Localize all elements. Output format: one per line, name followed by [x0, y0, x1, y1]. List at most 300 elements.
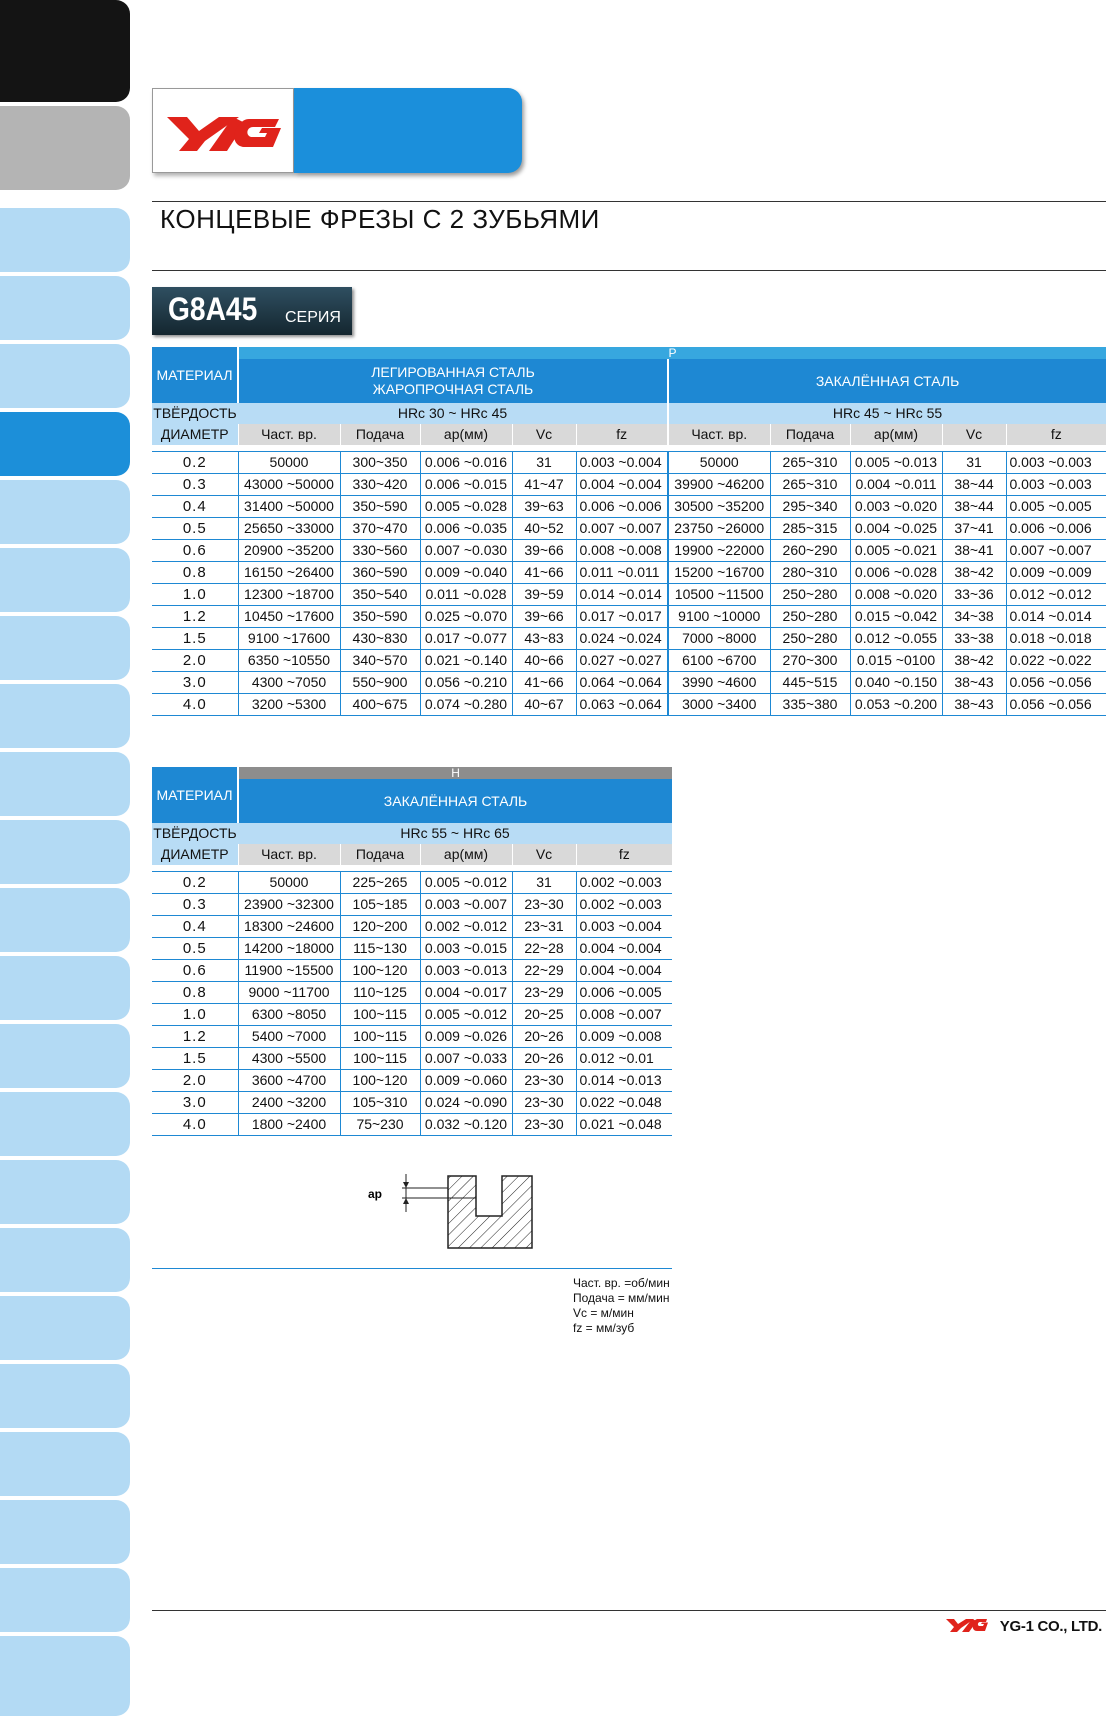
diameter-cell: 0.4 [152, 916, 238, 938]
series-code: G8A45 [168, 291, 258, 327]
diameter-cell: 1.0 [152, 1004, 238, 1026]
value-cell: 9000 ~11700 [238, 982, 340, 1004]
value-cell: 300~350 [340, 452, 420, 474]
value-cell: 31400 ~50000 [238, 496, 340, 518]
diameter-cell: 1.5 [152, 1048, 238, 1070]
diameter-cell: 0.3 [152, 894, 238, 916]
value-cell: 335~380 [770, 694, 850, 716]
table-row [152, 982, 672, 1004]
hardness-range-2: HRc 45 ~ HRc 55 [668, 403, 1106, 424]
col-header: Част. вр. [668, 424, 770, 445]
value-cell: 41~66 [512, 562, 576, 584]
value-cell: 10450 ~17600 [238, 606, 340, 628]
hardness-label: ТВЁРДОСТЬ [152, 823, 238, 844]
value-cell: 33~36 [942, 584, 1006, 606]
value-cell: 23~31 [512, 916, 576, 938]
value-cell: 37~41 [942, 518, 1006, 540]
title-rule-top [152, 201, 1106, 202]
value-cell: 0.006 ~0.016 [420, 452, 512, 474]
col-header: Vc [512, 424, 576, 445]
value-cell: 350~590 [340, 606, 420, 628]
value-cell: 19900 ~22000 [668, 540, 770, 562]
col-header: Vc [512, 844, 576, 865]
material-alloy-steel [238, 359, 668, 403]
value-cell: 0.003 ~0.007 [420, 894, 512, 916]
diameter-cell: 0.3 [152, 474, 238, 496]
value-cell: 330~560 [340, 540, 420, 562]
material-alloy-line2: ЖАРОПРОЧНАЯ СТАЛЬ [372, 381, 534, 397]
diameter-cell: 1.5 [152, 628, 238, 650]
value-cell: 1800 ~2400 [238, 1114, 340, 1136]
value-cell: 16150 ~26400 [238, 562, 340, 584]
value-cell: 370~470 [340, 518, 420, 540]
col-header: ap(мм) [850, 424, 942, 445]
value-cell: 2400 ~3200 [238, 1092, 340, 1114]
value-cell: 23900 ~32300 [238, 894, 340, 916]
value-cell: 15200 ~16700 [668, 562, 770, 584]
value-cell: 3990 ~4600 [668, 672, 770, 694]
table-row [152, 452, 1106, 474]
value-cell: 0.007 ~0.030 [420, 540, 512, 562]
value-cell: 0.009 ~0.008 [576, 1026, 672, 1048]
value-cell: 0.008 ~0.008 [576, 540, 668, 562]
value-cell: 265~310 [770, 474, 850, 496]
value-cell: 4300 ~5500 [238, 1048, 340, 1070]
diameter-label: ДИАМЕТР [152, 424, 238, 445]
side-tab-23[interactable] [0, 1568, 130, 1632]
material-group: P [238, 347, 1106, 359]
value-cell: 0.011 ~0.028 [420, 584, 512, 606]
value-cell: 340~570 [340, 650, 420, 672]
hardness-label: ТВЁРДОСТЬ [152, 403, 238, 424]
value-cell: 105~310 [340, 1092, 420, 1114]
value-cell: 0.002 ~0.003 [576, 894, 672, 916]
legend-item: Подача = мм/мин [573, 1291, 670, 1305]
value-cell: 38~42 [942, 562, 1006, 584]
value-cell: 270~300 [770, 650, 850, 672]
col-header: fz [576, 424, 668, 445]
value-cell: 445~515 [770, 672, 850, 694]
value-cell: 0.004 ~0.017 [420, 982, 512, 1004]
side-tab-2[interactable] [0, 106, 130, 190]
side-tab-14[interactable] [0, 956, 130, 1020]
table-row [152, 540, 1106, 562]
value-cell: 0.025 ~0.070 [420, 606, 512, 628]
side-tab-4[interactable] [0, 276, 130, 340]
value-cell: 0.063 ~0.064 [576, 694, 668, 716]
value-cell: 40~52 [512, 518, 576, 540]
value-cell: 20~26 [512, 1026, 576, 1048]
value-cell: 0.015 ~0100 [850, 650, 942, 672]
value-cell: 0.002 ~0.003 [576, 872, 672, 894]
table-row [152, 894, 672, 916]
side-tab-9[interactable] [0, 616, 130, 680]
value-cell: 0.022 ~0.022 [1006, 650, 1106, 672]
table-row [152, 1070, 672, 1092]
side-tab-17[interactable] [0, 1160, 130, 1224]
material-alloy-line1: ЛЕГИРОВАННАЯ СТАЛЬ [371, 364, 535, 380]
side-tab-1[interactable] [0, 0, 130, 102]
page-title: КОНЦЕВЫЕ ФРЕЗЫ С 2 ЗУБЬЯМИ [160, 204, 600, 234]
diameter-cell: 0.6 [152, 960, 238, 982]
value-cell: 0.004 ~0.004 [576, 474, 668, 496]
table-row [152, 1092, 672, 1114]
footer-rule [152, 1610, 1106, 1611]
value-cell: 0.004 ~0.004 [576, 960, 672, 982]
table-row [152, 562, 1106, 584]
value-cell: 250~280 [770, 628, 850, 650]
value-cell: 39~66 [512, 540, 576, 562]
value-cell: 0.006 ~0.035 [420, 518, 512, 540]
value-cell: 22~28 [512, 938, 576, 960]
value-cell: 11900 ~15500 [238, 960, 340, 982]
diameter-cell: 1.0 [152, 584, 238, 606]
table-row [152, 872, 672, 894]
value-cell: 295~340 [770, 496, 850, 518]
value-cell: 5400 ~7000 [238, 1026, 340, 1048]
table-row [152, 1114, 672, 1136]
value-cell: 0.006 ~0.015 [420, 474, 512, 496]
value-cell: 6350 ~10550 [238, 650, 340, 672]
value-cell: 250~280 [770, 606, 850, 628]
value-cell: 0.006 ~0.006 [1006, 518, 1106, 540]
value-cell: 9100 ~10000 [668, 606, 770, 628]
value-cell: 0.015 ~0.042 [850, 606, 942, 628]
brand-logo [152, 88, 294, 173]
cutting-data-table-p [152, 347, 1106, 716]
table-row [152, 672, 1106, 694]
value-cell: 250~280 [770, 584, 850, 606]
value-cell: 39~66 [512, 606, 576, 628]
value-cell: 0.014 ~0.014 [576, 584, 668, 606]
value-cell: 39900 ~46200 [668, 474, 770, 496]
value-cell: 0.004 ~0.025 [850, 518, 942, 540]
table-row [152, 1004, 672, 1026]
yg-logo-icon [153, 89, 293, 172]
value-cell: 23~30 [512, 1092, 576, 1114]
side-tab-12[interactable] [0, 820, 130, 884]
value-cell: 41~47 [512, 474, 576, 496]
value-cell: 23750 ~26000 [668, 518, 770, 540]
side-tab-22[interactable] [0, 1500, 130, 1564]
ap-label: ap [368, 1187, 383, 1201]
value-cell: 20~25 [512, 1004, 576, 1026]
value-cell: 23~30 [512, 1114, 576, 1136]
side-tab-5[interactable] [0, 344, 130, 408]
value-cell: 100~115 [340, 1048, 420, 1070]
cutting-data-table-h [152, 767, 672, 1136]
value-cell: 0.040 ~0.150 [850, 672, 942, 694]
value-cell: 18300 ~24600 [238, 916, 340, 938]
value-cell: 0.027 ~0.027 [576, 650, 668, 672]
value-cell: 39~63 [512, 496, 576, 518]
diameter-cell: 3.0 [152, 1092, 238, 1114]
value-cell: 0.012 ~0.01 [576, 1048, 672, 1070]
col-header: ap(мм) [420, 844, 512, 865]
value-cell: 0.003 ~0.013 [420, 960, 512, 982]
table-row [152, 496, 1106, 518]
table-row [152, 916, 672, 938]
value-cell: 0.021 ~0.048 [576, 1114, 672, 1136]
value-cell: 20~26 [512, 1048, 576, 1070]
units-legend [573, 1276, 670, 1336]
value-cell: 0.003 ~0.004 [576, 916, 672, 938]
value-cell: 25650 ~33000 [238, 518, 340, 540]
value-cell: 6300 ~8050 [238, 1004, 340, 1026]
value-cell: 0.014 ~0.013 [576, 1070, 672, 1092]
value-cell: 10500 ~11500 [668, 584, 770, 606]
side-tab-3[interactable] [0, 208, 130, 272]
value-cell: 0.009 ~0.009 [1006, 562, 1106, 584]
legend-item: fz = мм/зуб [573, 1321, 635, 1335]
value-cell: 22~29 [512, 960, 576, 982]
value-cell: 9100 ~17600 [238, 628, 340, 650]
value-cell: 33~38 [942, 628, 1006, 650]
diameter-cell: 3.0 [152, 672, 238, 694]
value-cell: 38~43 [942, 672, 1006, 694]
value-cell: 40~67 [512, 694, 576, 716]
value-cell: 3600 ~4700 [238, 1070, 340, 1092]
side-tab-15[interactable] [0, 1024, 130, 1088]
value-cell: 0.014 ~0.014 [1006, 606, 1106, 628]
side-tab-16[interactable] [0, 1092, 130, 1156]
material-hardened-steel: ЗАКАЛЁННАЯ СТАЛЬ [238, 779, 672, 823]
value-cell: 23~30 [512, 894, 576, 916]
series-word: СЕРИЯ [285, 309, 341, 326]
value-cell: 3000 ~3400 [668, 694, 770, 716]
value-cell: 0.011 ~0.011 [576, 562, 668, 584]
col-header: Подача [770, 424, 850, 445]
value-cell: 0.009 ~0.026 [420, 1026, 512, 1048]
side-tab-10[interactable] [0, 684, 130, 748]
value-cell: 39~59 [512, 584, 576, 606]
diameter-cell: 1.2 [152, 1026, 238, 1048]
value-cell: 0.018 ~0.018 [1006, 628, 1106, 650]
value-cell: 0.005 ~0.012 [420, 872, 512, 894]
ap-depth-diagram [364, 1172, 544, 1252]
value-cell: 31 [512, 452, 576, 474]
value-cell: 0.009 ~0.060 [420, 1070, 512, 1092]
value-cell: 4300 ~7050 [238, 672, 340, 694]
hardness-range-1: HRc 30 ~ HRc 45 [238, 403, 668, 424]
value-cell: 0.003 ~0.003 [1006, 474, 1106, 496]
material-label: МАТЕРИАЛ [152, 767, 238, 823]
value-cell: 12300 ~18700 [238, 584, 340, 606]
material-hardened-steel: ЗАКАЛЁННАЯ СТАЛЬ [668, 359, 1106, 403]
table-row [152, 1026, 672, 1048]
value-cell: 31 [942, 452, 1006, 474]
material-label: МАТЕРИАЛ [152, 347, 238, 403]
col-header: Част. вр. [238, 424, 340, 445]
diameter-cell: 2.0 [152, 1070, 238, 1092]
value-cell: 285~315 [770, 518, 850, 540]
brand-banner [294, 88, 522, 173]
table-row [152, 606, 1106, 628]
value-cell: 0.006 ~0.006 [576, 496, 668, 518]
side-tab-13[interactable] [0, 888, 130, 952]
table-row [152, 694, 1106, 716]
value-cell: 350~540 [340, 584, 420, 606]
value-cell: 0.006 ~0.005 [576, 982, 672, 1004]
legend-item: Част. вр. =об/мин [573, 1276, 670, 1290]
diameter-cell: 2.0 [152, 650, 238, 672]
diameter-label: ДИАМЕТР [152, 844, 238, 865]
side-tab-20[interactable] [0, 1364, 130, 1428]
value-cell: 38~43 [942, 694, 1006, 716]
side-tab-11[interactable] [0, 752, 130, 816]
value-cell: 20900 ~35200 [238, 540, 340, 562]
diameter-cell: 0.8 [152, 982, 238, 1004]
title-rule-bottom [152, 270, 1106, 271]
value-cell: 400~675 [340, 694, 420, 716]
value-cell: 100~120 [340, 1070, 420, 1092]
value-cell: 23~29 [512, 982, 576, 1004]
value-cell: 0.053 ~0.200 [850, 694, 942, 716]
value-cell: 0.003 ~0.020 [850, 496, 942, 518]
value-cell: 0.024 ~0.090 [420, 1092, 512, 1114]
table-row [152, 518, 1106, 540]
value-cell: 43000 ~50000 [238, 474, 340, 496]
value-cell: 0.017 ~0.077 [420, 628, 512, 650]
value-cell: 100~115 [340, 1004, 420, 1026]
value-cell: 0.008 ~0.007 [576, 1004, 672, 1026]
value-cell: 43~83 [512, 628, 576, 650]
value-cell: 100~120 [340, 960, 420, 982]
side-tab-19[interactable] [0, 1296, 130, 1360]
value-cell: 225~265 [340, 872, 420, 894]
value-cell: 0.005 ~0.012 [420, 1004, 512, 1026]
value-cell: 0.022 ~0.048 [576, 1092, 672, 1114]
value-cell: 265~310 [770, 452, 850, 474]
value-cell: 0.008 ~0.020 [850, 584, 942, 606]
value-cell: 38~42 [942, 650, 1006, 672]
value-cell: 50000 [238, 872, 340, 894]
value-cell: 350~590 [340, 496, 420, 518]
value-cell: 0.007 ~0.033 [420, 1048, 512, 1070]
value-cell: 0.005 ~0.021 [850, 540, 942, 562]
hardness-range: HRc 55 ~ HRc 65 [238, 823, 672, 844]
table-row [152, 1048, 672, 1070]
value-cell: 430~830 [340, 628, 420, 650]
value-cell: 0.017 ~0.017 [576, 606, 668, 628]
diameter-cell: 4.0 [152, 1114, 238, 1136]
value-cell: 14200 ~18000 [238, 938, 340, 960]
value-cell: 0.007 ~0.007 [576, 518, 668, 540]
table-row [152, 584, 1106, 606]
diameter-cell: 0.6 [152, 540, 238, 562]
table-row [152, 650, 1106, 672]
value-cell: 330~420 [340, 474, 420, 496]
value-cell: 0.056 ~0.056 [1006, 694, 1106, 716]
value-cell: 110~125 [340, 982, 420, 1004]
value-cell: 0.005 ~0.013 [850, 452, 942, 474]
diameter-cell: 0.8 [152, 562, 238, 584]
table-row [152, 960, 672, 982]
value-cell: 0.012 ~0.055 [850, 628, 942, 650]
side-tab-24[interactable] [0, 1636, 130, 1716]
value-cell: 3200 ~5300 [238, 694, 340, 716]
value-cell: 280~310 [770, 562, 850, 584]
diameter-cell: 4.0 [152, 694, 238, 716]
series-badge [152, 287, 352, 335]
value-cell: 23~30 [512, 1070, 576, 1092]
col-header: Подача [340, 424, 420, 445]
diameter-cell: 0.5 [152, 518, 238, 540]
value-cell: 550~900 [340, 672, 420, 694]
value-cell: 100~115 [340, 1026, 420, 1048]
value-cell: 0.024 ~0.024 [576, 628, 668, 650]
table-row [152, 474, 1106, 496]
value-cell: 260~290 [770, 540, 850, 562]
value-cell: 0.002 ~0.012 [420, 916, 512, 938]
col-header: fz [1006, 424, 1106, 445]
legend-item: Vc = м/мин [573, 1306, 634, 1320]
value-cell: 40~66 [512, 650, 576, 672]
value-cell: 0.074 ~0.280 [420, 694, 512, 716]
value-cell: 38~44 [942, 474, 1006, 496]
footer-logo-icon [944, 1616, 988, 1634]
col-header: fz [576, 844, 672, 865]
value-cell: 0.005 ~0.005 [1006, 496, 1106, 518]
col-header: Част. вр. [238, 844, 340, 865]
diameter-cell: 0.2 [152, 452, 238, 474]
value-cell: 31 [512, 872, 576, 894]
diameter-cell: 0.4 [152, 496, 238, 518]
side-tab-7[interactable] [0, 480, 130, 544]
value-cell: 30500 ~35200 [668, 496, 770, 518]
diameter-cell: 0.5 [152, 938, 238, 960]
value-cell: 41~66 [512, 672, 576, 694]
col-header: Подача [340, 844, 420, 865]
diameter-cell: 0.2 [152, 872, 238, 894]
col-header: Vc [942, 424, 1006, 445]
value-cell: 115~130 [340, 938, 420, 960]
value-cell: 0.056 ~0.056 [1006, 672, 1106, 694]
value-cell: 0.032 ~0.120 [420, 1114, 512, 1136]
value-cell: 50000 [238, 452, 340, 474]
diameter-cell: 1.2 [152, 606, 238, 628]
value-cell: 0.003 ~0.004 [576, 452, 668, 474]
value-cell: 0.064 ~0.064 [576, 672, 668, 694]
value-cell: 7000 ~8000 [668, 628, 770, 650]
side-tab-21[interactable] [0, 1432, 130, 1496]
value-cell: 0.004 ~0.004 [576, 938, 672, 960]
value-cell: 105~185 [340, 894, 420, 916]
value-cell: 0.006 ~0.028 [850, 562, 942, 584]
value-cell: 0.005 ~0.028 [420, 496, 512, 518]
side-tab-active[interactable] [0, 412, 130, 476]
table-row [152, 938, 672, 960]
value-cell: 0.009 ~0.040 [420, 562, 512, 584]
company-name: YG-1 CO., LTD. [999, 1618, 1102, 1635]
value-cell: 0.007 ~0.007 [1006, 540, 1106, 562]
value-cell: 34~38 [942, 606, 1006, 628]
value-cell: 50000 [668, 452, 770, 474]
value-cell: 360~590 [340, 562, 420, 584]
value-cell: 38~44 [942, 496, 1006, 518]
brand-header [152, 88, 524, 176]
value-cell: 0.004 ~0.011 [850, 474, 942, 496]
value-cell: 0.003 ~0.015 [420, 938, 512, 960]
material-group: H [238, 767, 672, 779]
side-tab-18[interactable] [0, 1228, 130, 1292]
value-cell: 6100 ~6700 [668, 650, 770, 672]
value-cell: 120~200 [340, 916, 420, 938]
side-tab-8[interactable] [0, 548, 130, 612]
value-cell: 38~41 [942, 540, 1006, 562]
legend-rule [152, 1268, 672, 1269]
table-row [152, 628, 1106, 650]
